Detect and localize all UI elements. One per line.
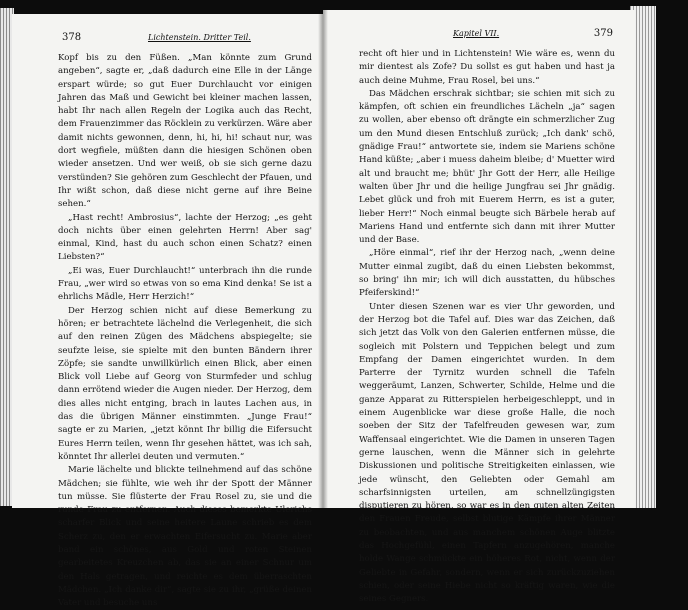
book-gutter: [318, 10, 328, 508]
paragraph: „Hast recht! Ambrosius“, lachte der Herzog; „es geht doch nichts über einen gelehrten Herrn! Aber sag' einmal, Kind, hast du auch schon einen Schatz? einen Liebsten?“: [58, 212, 312, 263]
page-number: 378: [62, 32, 82, 43]
paragraph: Der Herzog schien nicht auf diese Bemerkung zu hören; er betrachtete lächelnd die Verlegenheit, die sich auf den reinen Zügen des Mädchens abspiegelte; sie seufzte leise, sie spielte mit den bunten Bändern ihrer Zöpfe; sie sandte unwillkürlich einen Blick, aber einen Blick voll Liebe auf Georg von Sturmfeder und schlug dann errötend wieder die Augen nieder. Der Herzog, dem dies alles nicht entging, brach in lautes Lachen aus, in das die übrigen Männer einstimmten. „Junge Frau!“ sagte er zu Marien, „jetzt könnt Ihr billig die Eifersucht Eures Herrn teilen, wenn Ihr gesehen hättet, was ich sah, könntet Ihr allerlei deuten und vermuten.“: [58, 305, 312, 462]
paragraph: Unter diesen Szenen war es vier Uhr geworden, und der Herzog bot die Tafel auf. Dies war das Zeichen, daß sich jetzt das Volk von den Galerien entfernen müsse, die sogleich mit Polstern und Teppichen belegt und zum Empfang der Damen eingerichtet wurden. In dem Parterre der Tyrnitz wurden schnell die Tafeln weggeräumt, Lanzen, Schwerter, Schilde, Helme und die ganze Apparat zu Ritterspielen herbeigeschleppt, und in einem Augenblicke war diese große Halle, die noch soeben der Sitz der Tafelfreuden gewesen war, zum Waffensaal eingerichtet. Wie die Damen in unseren Tagen gerne lauschen, wenn die Männer sich in gelehrte Diskussionen und politische Streitigkeiten einlassen, wie jede wünscht, den Geliebten oder Gemahl am scharfsinnigsten urteilen, am schnellzüngigsten disputieren zu hören, so war es in den guten alten Zeiten den Frauen Freude, selbst blutige Kämpfe ihrer Männer zu beobachten, und aus manchem schönen Auge blitzte das Hochgefühl, einen Tapfern anzugehören, manche holde Wange schmückte ein höheres Rot, nicht, wenn der Geliebte in Gefahr, sondern, wenn er sich zurückzuziehen schien, oder seine Hiebe nicht so kräftig waren, wie die seines Gegners.: [359, 301, 615, 605]
paragraph: „Ei was, Euer Durchlaucht!“ unterbrach ihn die runde Frau, „wer wird so etwas von so ema Kind denka! Se ist a ehrlichs Mädle, Herr Herzich!“: [58, 265, 312, 303]
right-page: [323, 10, 635, 605]
left-page-header: [62, 32, 292, 46]
paragraph: recht oft hier und in Lichtenstein! Wie wäre es, wenn du mir dientest als Zofe? Du sollst es gut haben und hast ja auch deine Muhme, Frau Rosel, bei uns.“: [359, 49, 615, 86]
right-page-header: [353, 28, 613, 42]
left-page: [12, 14, 323, 609]
running-head: Lichtenstein. Dritter Teil.: [148, 33, 251, 42]
paragraph: Kopf bis zu den Füßen. „Man könnte zum Grund angeben“, sagte er, „daß dadurch eine Elle in der Länge erspart würde; so gut Euer Durchlaucht vor einigen Jahren das Maß und Gewicht bei kleiner machen lassen, habt Ihr nach allen Regeln der Logika auch das Recht, dem Frauenzimmer das Röcklein zu verkürzen. Wäre aber damit nichts gewonnen, denn, hi, hi, hi! schaut nur, was dort wegfiele, müßten dann die hiesigen Schönen oben wieder ansetzen. Und wer weiß, ob sie sich gerne dazu verstünden? Sie gehören zum Geschlecht der Pfauen, und Ihr wißt schon, daß diese nicht gerne auf ihre Beine sehen.“: [58, 53, 312, 210]
paragraph: „Höre einmal“, rief ihr der Herzog nach, „wenn deine Mutter einmal zugibt, daß du einen Liebsten bekommst, so bring' ihn mir; ich will dich ausstatten, du hübsches Pfeiferskind!“: [359, 248, 615, 299]
paragraph: Marie lächelte und blickte teilnehmend auf das schöne Mädchen; sie fühlte, wie weh ihr der Spott der Männer tun müsse. Sie flüsterte der Frau Rosel zu, sie und die runde Frau zu entfernen. Auch dieses bemerkte Ulerichs scharfer Blick und seine heitere Laune schrieb es dem Scherz zu, den er erwachten Eifersucht zu. Marie aber band ein schönes, aus Gold und roten Steinen gearbeitetes Kreuzchen ab, das sie an einer Schnur um den Hals getragen, und reichte es dem überraschten Mädchen. „Ich danke dir“, sagte sie zu ihr, „grüße deinen Vater und besuche uns: [58, 465, 312, 609]
running-head: Kapitel VII.: [453, 29, 500, 38]
page-number: 379: [593, 28, 613, 39]
paragraph: Das Mädchen erschrak sichtbar; sie schien mit sich zu kämpfen, oft schien ein freundliches Lächeln „ja“ sagen zu wollen, aber ebenso oft drängte ein schmerzlicher Zug um den Mund diesen Entschluß zurück; „Ich dank' schö, gnädige Frau!“ antwortete sie, indem sie Mariens schöne Hand küßte; „aber i muess daheim bleibe; d' Muetter wird alt und braucht me; bhüt' Jhr Gott der Herr, alle Heilige walten über Jhr und die heilige Jungfrau sei Jhr gnädig. Lebet glück und froh mit Euerem Herrn, es ist a guter, lieber Herr!“ Noch einmal beugte sich Bärbele herab auf Mariens Hand und entfernte sich dann mit ihrer Mutter und der Base.: [359, 88, 615, 246]
right-page-body: [359, 48, 615, 606]
left-page-body: [58, 52, 312, 610]
